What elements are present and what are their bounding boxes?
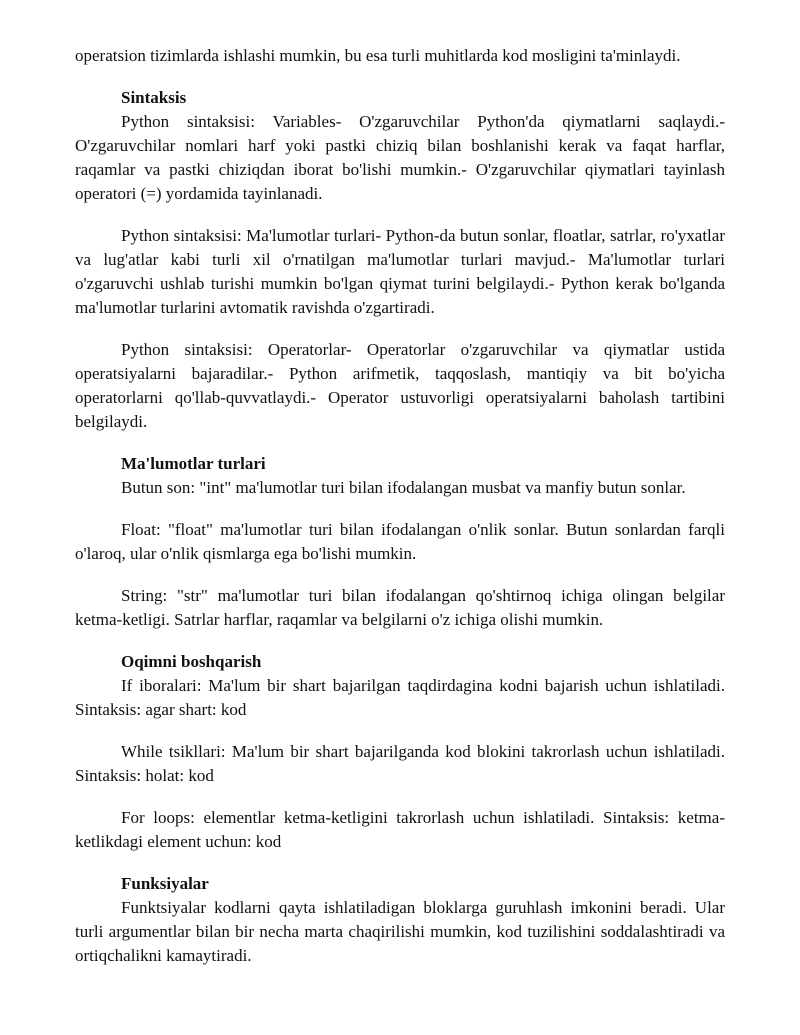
section-funksiyalar <box>75 872 725 968</box>
body-paragraph: While tsikllari: Ma'lum bir shart bajarilganda kod blokini takrorlash uchun ishlatiladi. Sintaksis: holat: kod <box>75 742 725 785</box>
body-paragraph: Python sintaksisi: Variables- O'zgaruvchilar Python'da qiymatlarni saqlaydi.- O'zgaruvchilar nomlari harf yoki pastki chiziq bilan boshlanishi kerak va faqat harflar, raqamlar va pastki chiziqdan iborat bo'lishi mumkin.- O'zgaruvchilar qiymatlari tayinlash operatori (=) yordamida tayinlanadi. <box>75 112 725 203</box>
intro-paragraph: operatsion tizimlarda ishlashi mumkin, bu esa turli muhitlarda kod mosligini ta'minlaydi. <box>75 46 681 65</box>
body-paragraph: For loops: elementlar ketma-ketligini takrorlash uchun ishlatiladi. Sintaksis: ketma-ketlikdagi element uchun: kod <box>75 808 725 851</box>
section-malumotlar-turlari <box>75 452 725 632</box>
body-paragraph: Float: "float" ma'lumotlar turi bilan ifodalangan o'nlik sonlar. Butun sonlardan farqli o'laroq, ular o'nlik qismlarga ega bo'lishi mumkin. <box>75 520 725 563</box>
section-heading: Funksiyalar <box>121 874 209 893</box>
body-paragraph: Python sintaksisi: Ma'lumotlar turlari- Python-da butun sonlar, floatlar, satrlar, ro'yxatlar va lug'atlar kabi turli xil o'rnatilgan ma'lumotlar turlari mavjud.- Ma'lumotlar turlari o'zgaruvchi ushlab turishi mumkin bo'lgan qiymat turini belgilaydi.- Python kerak bo'lganda ma'lumotlar turlarini avtomatik ravishda o'zgartiradi. <box>75 226 725 317</box>
section-sintaksis <box>75 86 725 434</box>
section-oqimni-boshqarish <box>75 650 725 854</box>
section-heading: Ma'lumotlar turlari <box>121 454 266 473</box>
body-paragraph: String: "str" ma'lumotlar turi bilan ifodalangan qo'shtirnoq ichiga olingan belgilar ketma-ketligi. Satrlar harflar, raqamlar va belgilarni o'z ichiga olishi mumkin. <box>75 586 725 629</box>
body-paragraph: Python sintaksisi: Operatorlar- Operatorlar o'zgaruvchilar va qiymatlar ustida operatsiyalarni bajaradilar.- Python arifmetik, taqqoslash, mantiqiy va bit bo'yicha operatorlarni qo'llab-quvvatlaydi.- Operator ustuvorligi operatsiyalarni baholash tartibini belgilaydi. <box>75 340 725 431</box>
section-heading: Oqimni boshqarish <box>121 652 262 671</box>
section-heading: Sintaksis <box>121 88 187 107</box>
body-paragraph: Butun son: "int" ma'lumotlar turi bilan ifodalangan musbat va manfiy butun sonlar. <box>121 478 686 497</box>
body-paragraph: If iboralari: Ma'lum bir shart bajarilgan taqdirdagina kodni bajarish uchun ishlatiladi. Sintaksis: agar shart: kod <box>75 676 725 719</box>
body-paragraph: Funktsiyalar kodlarni qayta ishlatiladigan bloklarga guruhlash imkonini beradi. Ular turli argumentlar bilan bir necha marta chaqirilishi mumkin, kod tuzilishini soddalashtiradi va ortiqchalikni kamaytiradi. <box>75 898 725 965</box>
